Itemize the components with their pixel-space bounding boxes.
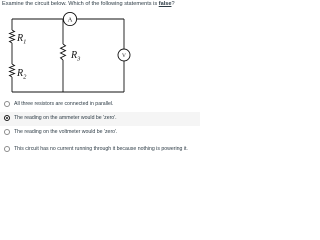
circuit-wires: [12, 19, 124, 92]
answer-option-4-radio[interactable]: [4, 146, 10, 152]
voltmeter: [118, 49, 130, 61]
answer-option-3[interactable]: [0, 126, 200, 140]
answer-option-3-label: The reading on the voltmeter would be 'zero'.: [14, 129, 118, 135]
answer-option-1[interactable]: [0, 98, 200, 112]
resistor-r2-label: $R_2$: [17, 68, 27, 81]
answer-option-4[interactable]: [0, 143, 200, 157]
ammeter-symbol: A: [67, 16, 73, 24]
answer-option-1-radio[interactable]: [4, 101, 10, 107]
resistor-r1-symbol: [10, 30, 15, 43]
question-prefix: Examine the circuit below. Which of the following statements is: [2, 1, 159, 7]
voltmeter-symbol: V: [122, 53, 126, 59]
question-suffix: ?: [171, 1, 175, 7]
resistor-r3-label: $R_3$: [71, 50, 81, 63]
resistor-r1-label: $R_1$: [17, 33, 27, 46]
answer-option-3-radio[interactable]: [4, 129, 10, 135]
answer-option-2-label: The reading on the ammeter would be 'zero'.: [14, 115, 117, 121]
resistor-r2-symbol: [10, 64, 15, 77]
question-emphasis: false: [158, 1, 172, 7]
ammeter: [63, 12, 76, 25]
answer-option-2[interactable]: [0, 112, 200, 126]
answer-option-4-label: This circuit has no current running through it because nothing is powering it.: [14, 146, 188, 152]
answer-option-1-label: All three resistors are connected in parallel.: [14, 101, 114, 107]
resistor-r3-symbol: [61, 44, 66, 60]
answer-option-2-radio[interactable]: [4, 115, 10, 121]
